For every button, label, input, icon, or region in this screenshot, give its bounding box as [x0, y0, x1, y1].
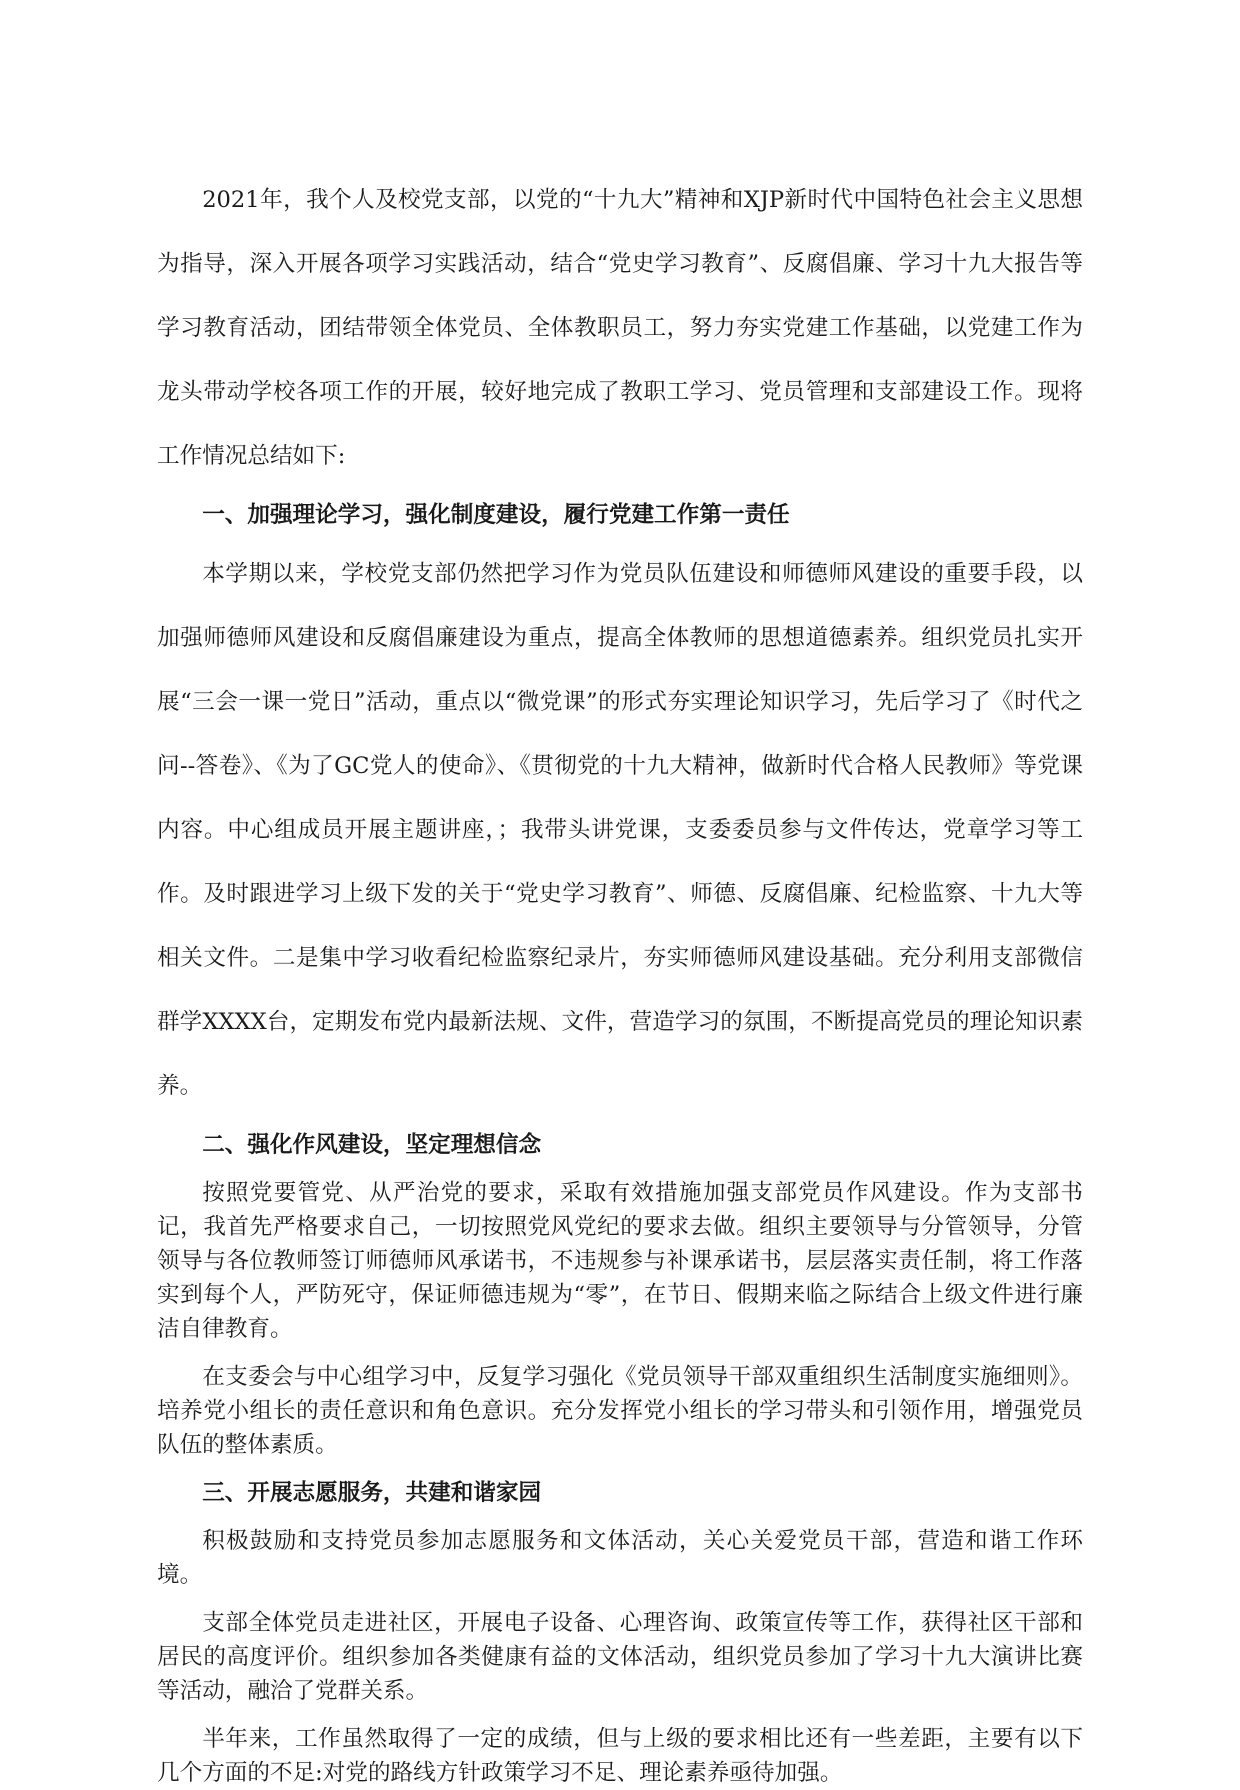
- section-3-paragraph-3: 半年来，工作虽然取得了一定的成绩，但与上级的要求相比还有一些差距，主要有以下几个方面的不足:对党的路线方针政策学习不足、理论素养亟待加强。: [157, 1726, 1083, 1786]
- section-3-paragraph-2: 支部全体党员走进社区，开展电子设备、心理咨询、政策宣传等工作，获得社区干部和居民的高度评价。组织参加各类健康有益的文体活动，组织党员参加了学习十九大演讲比赛等活动，融洽了党群关系。: [157, 1610, 1083, 1704]
- section-2-heading: 二、强化作风建设，坚定理想信念: [202, 1132, 542, 1158]
- document-page: [157, 168, 1083, 1790]
- section-2-paragraph-2: 在支委会与中心组学习中，反复学习强化《党员领导干部双重组织生活制度实施细则》。培养党小组长的责任意识和角色意识。充分发挥党小组长的学习带头和引领作用，增强党员队伍的整体素质。: [157, 1364, 1083, 1458]
- intro-paragraph: 2021年，我个人及校党支部，以党的“十九大”精神和XJP新时代中国特色社会主义思想为指导，深入开展各项学习实践活动，结合“党史学习教育”、反腐倡廉、学习十九大报告等学习教育活动，团结带领全体党员、全体教职员工，努力夯实党建工作基础，以党建工作为龙头带动学校各项工作的开展，较好地完成了教职工学习、党员管理和支部建设工作。现将工作情况总结如下:: [157, 187, 1083, 469]
- section-2-paragraph-1: 按照党要管党、从严治党的要求，采取有效措施加强支部党员作风建设。作为支部书记，我首先严格要求自己，一切按照党风党纪的要求去做。组织主要领导与分管领导，分管领导与各位教师签订师德师风承诺书，不违规参与补课承诺书，层层落实责任制，将工作落实到每个人，严防死守，保证师德违规为“零”，在节日、假期来临之际结合上级文件进行廉洁自律教育。: [157, 1180, 1083, 1342]
- section-1-paragraph-1: 本学期以来，学校党支部仍然把学习作为党员队伍建设和师德师风建设的重要手段，以加强师德师风建设和反腐倡廉建设为重点，提高全体教师的思想道德素养。组织党员扎实开展“三会一课一党日”活动，重点以“微党课”的形式夯实理论知识学习，先后学习了《时代之问--答卷》、《为了GC党人的使命》、《贯彻党的十九大精神，做新时代合格人民教师》等党课内容。中心组成员开展主题讲座，；我带头讲党课，支委委员参与文件传达，党章学习等工作。及时跟进学习上级下发的关于“党史学习教育”、师德、反腐倡廉、纪检监察、十九大等相关文件。二是集中学习收看纪检监察纪录片，夯实师德师风建设基础。充分利用支部微信群学XXXX台，定期发布党内最新法规、文件，营造学习的氛围，不断提高党员的理论知识素养。: [157, 561, 1083, 1099]
- section-3-paragraph-1: 积极鼓励和支持党员参加志愿服务和文体活动，关心关爱党员干部，营造和谐工作环境。: [157, 1528, 1083, 1588]
- section-1-heading: 一、加强理论学习，强化制度建设，履行党建工作第一责任: [202, 502, 790, 528]
- section-3-heading: 三、开展志愿服务，共建和谐家园: [202, 1480, 542, 1506]
